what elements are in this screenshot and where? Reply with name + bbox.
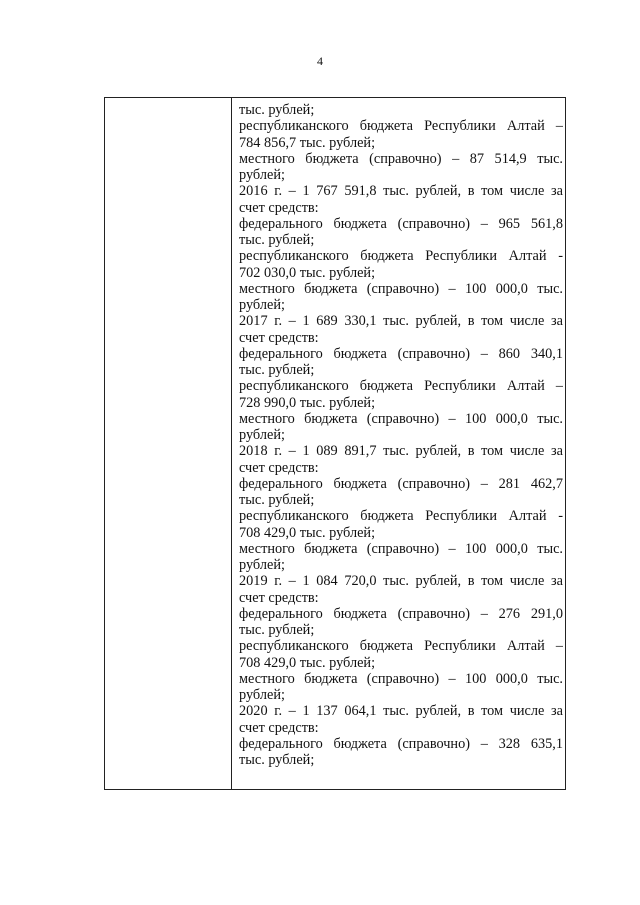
text-line: рублей;: [239, 687, 285, 703]
text-line: тыс. рублей;: [239, 362, 315, 378]
text-line: республиканского бюджета Республики Алтай –: [239, 118, 563, 135]
text-line: 2016 г. – 1 767 591,8 тыс. рублей, в том числе за: [239, 183, 563, 200]
text-line: 2018 г. – 1 089 891,7 тыс. рублей, в том числе за: [239, 443, 563, 460]
text-line: республиканского бюджета Республики Алтай -: [239, 508, 563, 525]
text-line: республиканского бюджета Республики Алтай –: [239, 638, 563, 655]
text-line: федерального бюджета (справочно) – 328 635,1: [239, 735, 563, 752]
text-line: рублей;: [239, 427, 285, 443]
text-line: 708 429,0 тыс. рублей;: [239, 524, 376, 541]
text-line: местного бюджета (справочно) – 100 000,0 тыс.: [239, 540, 563, 557]
text-line: тыс. рублей;: [239, 232, 315, 248]
text-line: счет средств:: [239, 199, 319, 216]
text-line: республиканского бюджета Республики Алтай –: [239, 378, 563, 395]
text-line: тыс. рублей;: [239, 102, 315, 118]
text-line: 702 030,0 тыс. рублей;: [239, 264, 376, 281]
text-line: тыс. рублей;: [239, 492, 315, 508]
text-line: местного бюджета (справочно) – 100 000,0 тыс.: [239, 670, 563, 687]
text-line: республиканского бюджета Республики Алтай -: [239, 248, 563, 265]
text-line: 2019 г. – 1 084 720,0 тыс. рублей, в том числе за: [239, 573, 563, 590]
table-right-cell: [239, 102, 563, 768]
text-line: рублей;: [239, 167, 285, 183]
text-line: рублей;: [239, 297, 285, 313]
text-line: федерального бюджета (справочно) – 276 291,0: [239, 605, 563, 622]
text-line: местного бюджета (справочно) – 100 000,0 тыс.: [239, 410, 563, 427]
text-line: тыс. рублей;: [239, 752, 315, 768]
text-line: 2017 г. – 1 689 330,1 тыс. рублей, в том числе за: [239, 313, 563, 330]
text-line: рублей;: [239, 557, 285, 573]
text-line: счет средств:: [239, 719, 319, 736]
text-line: местного бюджета (справочно) – 100 000,0 тыс.: [239, 280, 563, 297]
text-line: счет средств:: [239, 329, 319, 346]
text-line: федерального бюджета (справочно) – 281 462,7: [239, 475, 563, 492]
text-line: 728 990,0 тыс. рублей;: [239, 394, 376, 411]
table-left-cell: [105, 98, 232, 789]
text-line: федерального бюджета (справочно) – 860 340,1: [239, 345, 563, 362]
text-line: 708 429,0 тыс. рублей;: [239, 654, 376, 671]
text-line: 784 856,7 тыс. рублей;: [239, 134, 376, 151]
text-line: федерального бюджета (справочно) – 965 561,8: [239, 215, 563, 232]
document-table: [104, 97, 566, 790]
text-line: 2020 г. – 1 137 064,1 тыс. рублей, в том числе за: [239, 703, 563, 720]
text-line: счет средств:: [239, 589, 319, 606]
text-line: счет средств:: [239, 459, 319, 476]
text-line: местного бюджета (справочно) – 87 514,9 тыс.: [239, 150, 563, 167]
page-number: 4: [317, 54, 323, 68]
text-line: тыс. рублей;: [239, 622, 315, 638]
